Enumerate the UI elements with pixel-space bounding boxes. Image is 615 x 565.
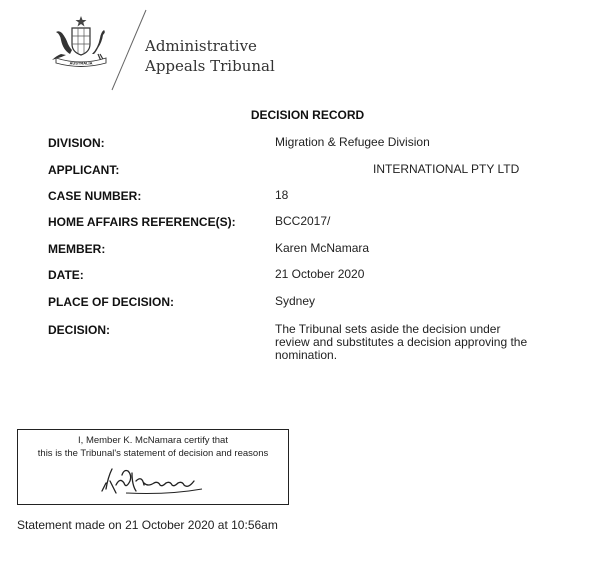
date-label: DATE: — [48, 268, 84, 282]
decision-value: The Tribunal sets aside the decision under review and substitutes a decision approving the nomination. — [275, 322, 528, 362]
crest-label: AUSTRALIA — [69, 60, 93, 66]
place-of-decision-value: Sydney — [275, 294, 316, 308]
home-affairs-reference-label: HOME AFFAIRS REFERENCE(S): — [48, 215, 236, 229]
statement-timestamp: Statement made on 21 October 2020 at 10:56am — [17, 518, 278, 532]
date-value: 21 October 2020 — [275, 267, 365, 281]
applicant-value: INTERNATIONAL PTY LTD — [373, 162, 520, 176]
handwritten-signature — [98, 463, 228, 499]
member-value: Karen McNamara — [275, 241, 370, 255]
division-label: DIVISION: — [48, 136, 105, 150]
member-label: MEMBER: — [48, 242, 106, 256]
case-number-label: CASE NUMBER: — [48, 189, 142, 203]
division-value: Migration & Refugee Division — [275, 135, 430, 149]
certification-line-2: this is the Tribunal's statement of decision and reasons — [37, 448, 269, 459]
organisation-name — [145, 36, 275, 76]
home-affairs-reference-value: BCC2017/ — [275, 214, 331, 228]
applicant-label: APPLICANT: — [48, 163, 120, 177]
certification-box — [17, 429, 289, 505]
place-of-decision-label: PLACE OF DECISION: — [48, 295, 175, 309]
case-number-value: 18 — [275, 188, 289, 202]
org-name-line1: Administrative — [145, 37, 257, 55]
document-title: DECISION RECORD — [250, 108, 365, 122]
header-divider-line — [0, 0, 615, 110]
org-name-line2: Appeals Tribunal — [145, 57, 275, 75]
decision-label: DECISION: — [48, 323, 111, 337]
certification-line-1: I, Member K. McNamara certify that — [78, 435, 228, 446]
